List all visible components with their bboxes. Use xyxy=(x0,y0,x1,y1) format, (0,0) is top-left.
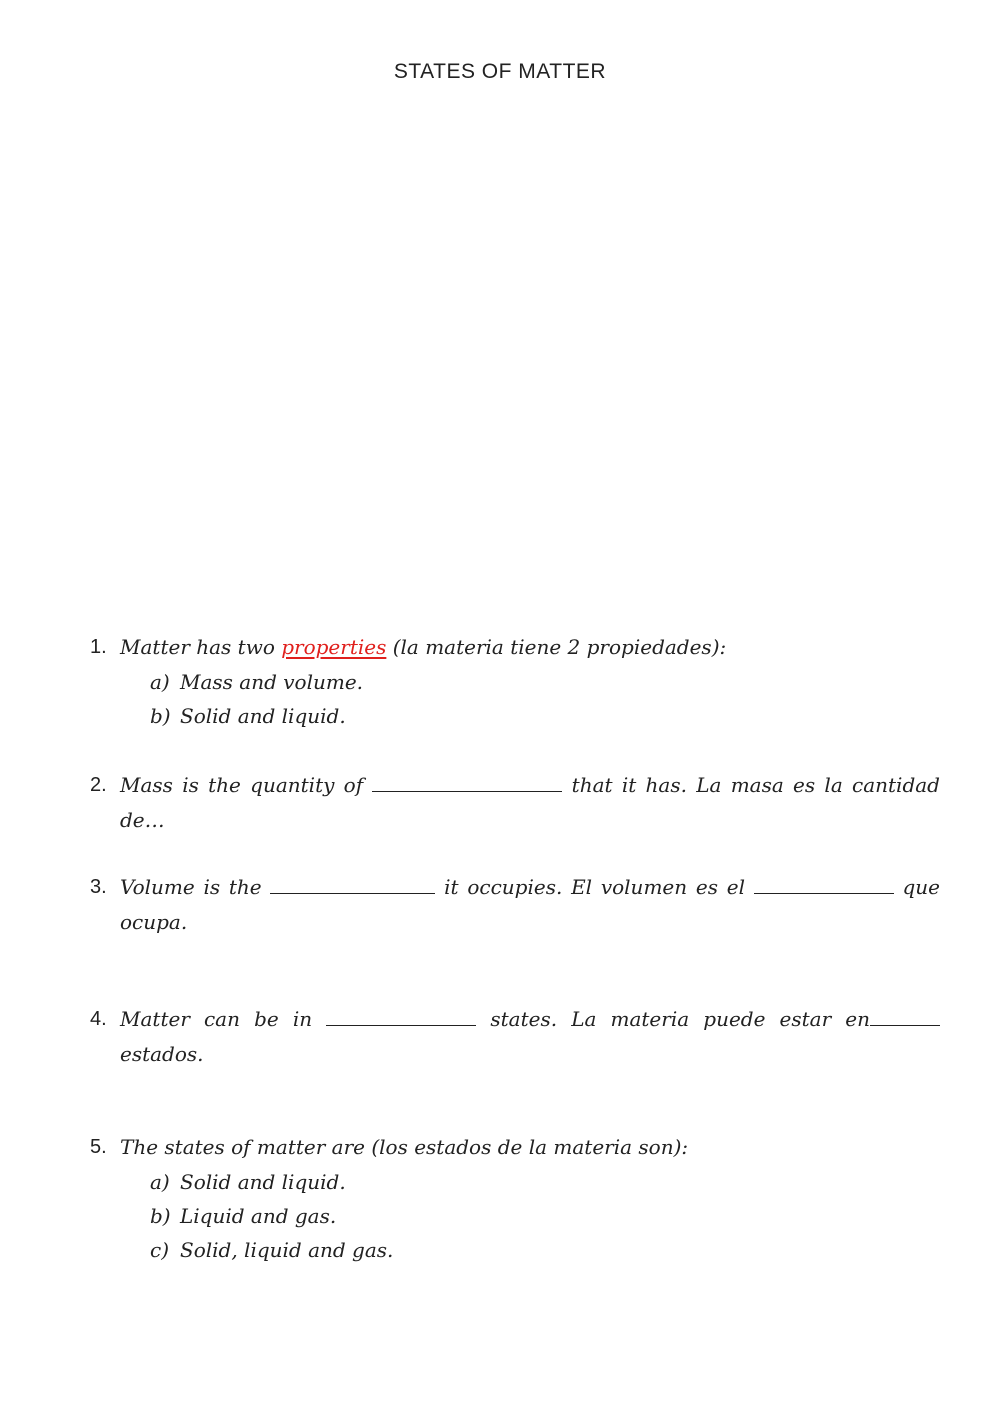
option-b[interactable] xyxy=(150,1199,940,1233)
question-text-start: Matter can be in xyxy=(120,1007,327,1031)
option-letter: c) xyxy=(150,1238,170,1262)
question-text-end: (la materia tiene 2 propiedades): xyxy=(386,635,727,659)
question-number: 1. xyxy=(90,636,107,658)
option-text: Solid, liquid and gas. xyxy=(180,1238,394,1262)
question-text-middle: it occupies. El volumen es el xyxy=(435,875,754,899)
question-text-start: Volume is the xyxy=(120,875,271,899)
page-title: STATES OF MATTER xyxy=(393,60,607,83)
answer-blank[interactable] xyxy=(326,1005,476,1026)
question-1 xyxy=(90,630,940,733)
option-text: Mass and volume. xyxy=(180,670,364,694)
question-text-start: Matter has two xyxy=(120,635,282,659)
option-text: Solid and liquid. xyxy=(180,704,346,728)
option-letter: b) xyxy=(150,1204,171,1228)
question-text-start: Mass is the quantity of xyxy=(120,773,373,797)
question-text xyxy=(120,630,940,665)
question-text: The states of matter are (los estados de la materia son): xyxy=(120,1135,689,1159)
answer-blank[interactable] xyxy=(270,873,435,894)
question-number: 4. xyxy=(90,1008,107,1030)
option-text: Liquid and gas. xyxy=(180,1204,337,1228)
question-2 xyxy=(90,768,940,838)
question-number: 2. xyxy=(90,774,107,796)
option-a[interactable] xyxy=(150,665,940,699)
question-text xyxy=(120,1002,940,1072)
question-text-end: that it has. La masa es la cantidad de… xyxy=(120,773,940,832)
options-list xyxy=(150,665,940,733)
question-text-end: estados. xyxy=(120,1042,204,1066)
option-letter: b) xyxy=(150,704,171,728)
question-text-end: que ocupa. xyxy=(120,875,940,934)
question-number: 3. xyxy=(90,876,107,898)
options-list xyxy=(150,1165,940,1267)
question-text xyxy=(120,870,940,940)
option-letter: a) xyxy=(150,670,170,694)
question-5 xyxy=(90,1130,940,1267)
answer-blank-2[interactable] xyxy=(754,873,894,894)
answer-blank-2[interactable] xyxy=(870,1005,940,1026)
option-c[interactable] xyxy=(150,1233,940,1267)
option-letter: a) xyxy=(150,1170,170,1194)
option-b[interactable] xyxy=(150,699,940,733)
question-4 xyxy=(90,1002,940,1072)
question-number: 5. xyxy=(90,1136,107,1158)
question-text-middle: states. La materia puede estar en xyxy=(476,1007,870,1031)
question-text xyxy=(120,768,940,838)
option-text: Solid and liquid. xyxy=(180,1170,346,1194)
answer-blank[interactable] xyxy=(372,771,562,792)
highlighted-word: properties xyxy=(281,635,387,659)
question-3 xyxy=(90,870,940,940)
option-a[interactable] xyxy=(150,1165,940,1199)
